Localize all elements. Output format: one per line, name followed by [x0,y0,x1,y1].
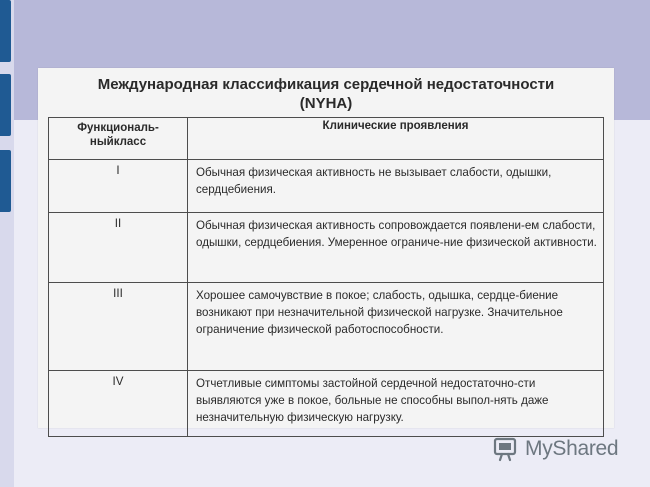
class-number-cell: II [49,213,188,283]
document-title-line: (NYHA) [299,95,353,112]
nyha-classification-table [48,117,604,437]
table-row [49,213,604,283]
document-title [38,75,614,113]
table-row [49,283,604,371]
class-number-cell: III [49,283,188,371]
class-number-cell: I [49,160,188,213]
scanned-document [38,68,614,428]
table-row [49,160,604,213]
slide-accent-tab [0,150,11,212]
column-header-clinical-manifestations: Клинические проявления [188,118,604,160]
description-cell: Обычная физическая активность сопровождается появлени-ем слабости, одышки, сердцебиения. Умеренное ограниче-ние физической активности. [188,213,604,283]
myshared-logo-icon [493,436,519,462]
column-header-functional-class: Функциональ-ныйкласс [49,118,188,160]
table-row [49,371,604,437]
slide-accent-tab [0,74,11,136]
class-number-cell: IV [49,371,188,437]
myshared-watermark[interactable] [493,434,618,464]
description-cell: Отчетливые симптомы застойной сердечной недостаточно-сти выявляются уже в покое, больные не способны выпол-нять даже незначительную физическую нагрузку. [188,371,604,437]
description-cell: Хорошее самочувствие в покое; слабость, одышка, сердце-биение возникают при незначительной физической нагрузке. Значительное ограничение физической работоспособности. [188,283,604,371]
slide-accent-tab [0,0,11,62]
description-cell: Обычная физическая активность не вызывает слабости, одышки, сердцебиения. [188,160,604,213]
watermark-text: MyShared [525,437,619,460]
document-title-line: Международная классификация сердечной недостаточности [97,76,555,93]
table-header-row [49,118,604,160]
